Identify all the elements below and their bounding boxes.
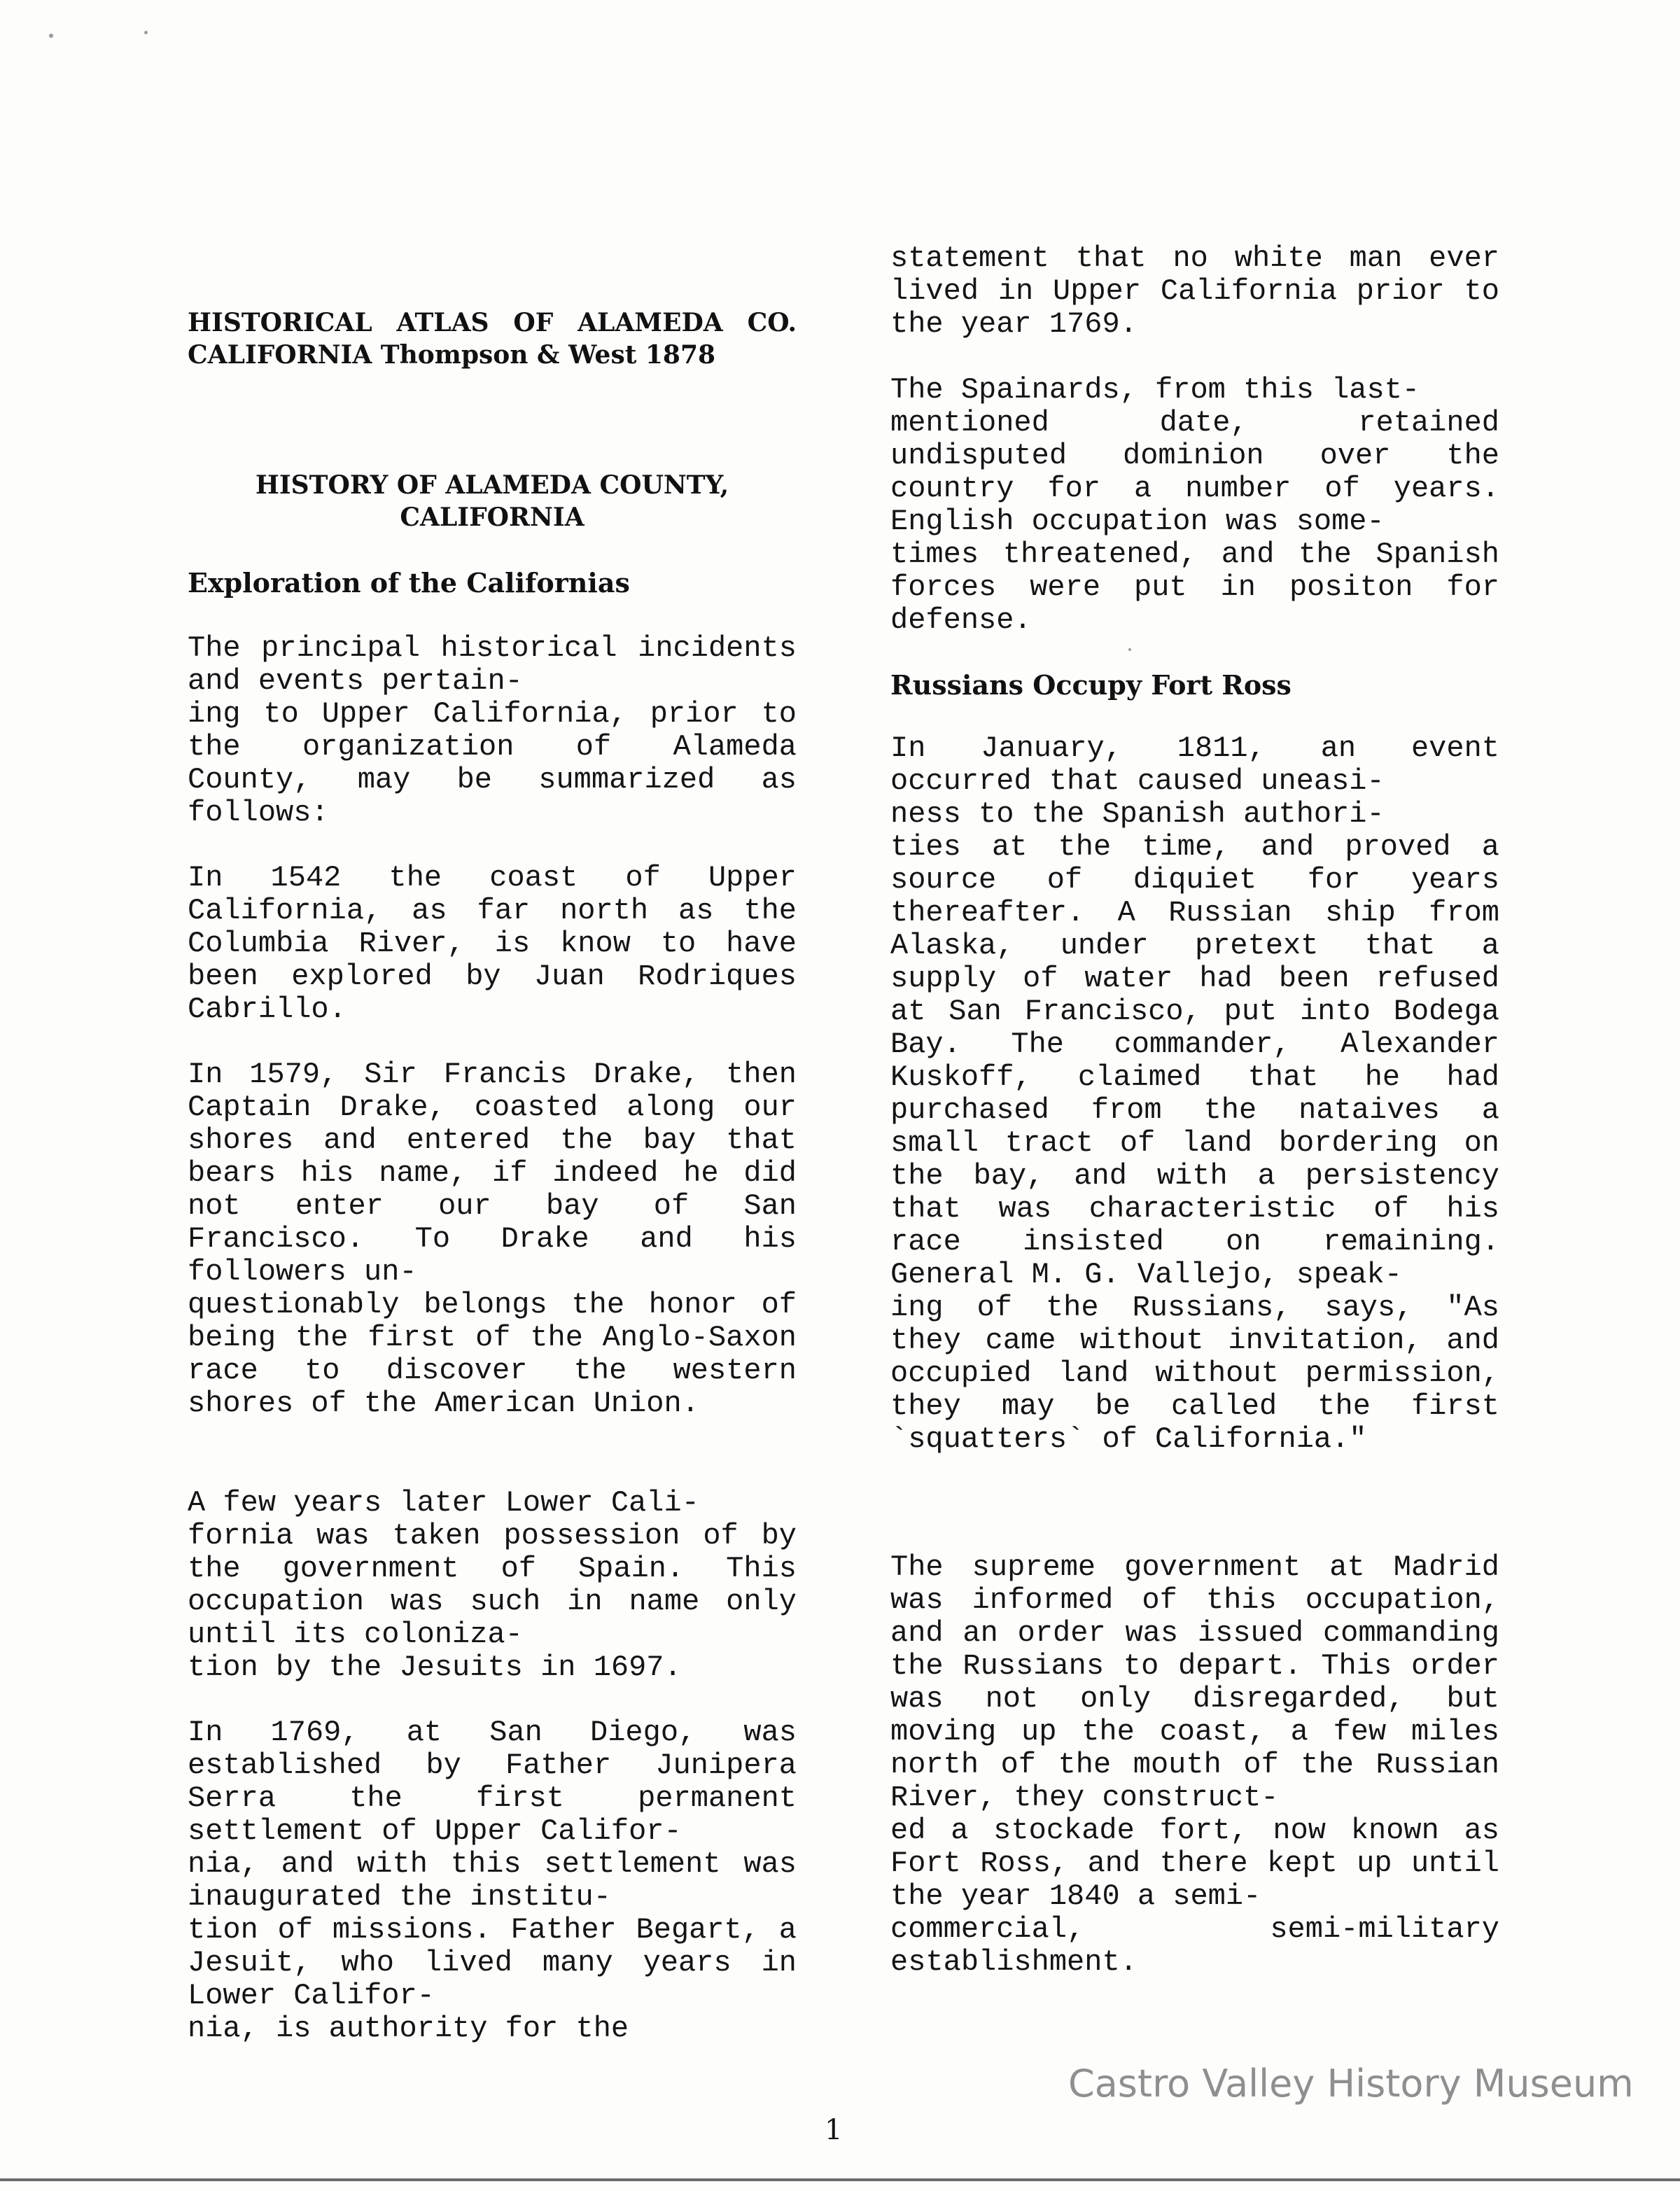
scan-speck: [144, 31, 148, 34]
page-number: 1: [825, 2114, 843, 2146]
history-title-line1: HISTORY OF ALAMEDA COUNTY,: [255, 470, 729, 500]
scan-edge-line: [0, 2178, 1680, 2181]
paragraph-january-1811: In January, 1811, an event occurred that caused uneasi- ness to the Spanish authori- ties at the time, and proved a source of diquiet for years thereafter. A Russian ship from Alaska, under pretext that a supply of water had been refused at San Francisco, put into Bodega Bay. The commander, Alexander Kuskoff, claimed that he had purchased from the nataives a small tract of land bordering on the bay, and with a persistency that was characteristic of his race insisted on remaining. General M. G. Vallejo, speak- ing of the Russians, says, "As they came without invitation, and occupied land without permission, they may be called the first `squatters` of California.": [890, 732, 1499, 1456]
paragraph-lower-california: A few years later Lower Cali- fornia was taken possession of by the government of Spain. This occupation was such in name only until its coloniza- tion by the Jesuits in 1697.: [188, 1486, 797, 1684]
atlas-title: HISTORICAL ATLAS OF ALAMEDA CO. CALIFORNIA Thompson & West 1878: [188, 308, 797, 370]
section-heading-exploration: Exploration of the Californias: [188, 567, 630, 598]
paragraph-1542: In 1542 the coast of Upper California, as far north as the Columbia River, is know to have been explored by Juan Rodriques Cabrillo.: [188, 861, 797, 1026]
scan-speck: [49, 34, 53, 38]
paragraph-supreme-government: The supreme government at Madrid was informed of this occupation, and an order was issued commanding the Russians to depart. This order was not only disregarded, but moving up the coast, a few miles north of the mouth of the Russian River, they construct- ed a stockade fort, now known as Fort Ross, and there kept up until the year 1840 a semi- commercial, semi-military establishment.: [890, 1550, 1499, 1979]
paragraph-1769: In 1769, at San Diego, was established by Father Junipera Serra the first permanent settlement of Upper Califor- nia, and with this settlement was inaugurated the institu- tion of missions. Father Begart, a Jesuit, who lived many years in Lower Califor- nia, is authority for the: [188, 1716, 797, 2045]
section-heading-fort-ross: Russians Occupy Fort Ross: [890, 669, 1292, 701]
history-title-line2: CALIFORNIA: [400, 503, 584, 532]
paragraph-1579: In 1579, Sir Francis Drake, then Captain Drake, coasted along our shores and entered the bay that bears his name, if indeed he did not enter our bay of San Francisco. To Drake and his followers un- questionably belongs the honor of being the first of the Anglo-Saxon race to discover the western shores of the American Union.: [188, 1058, 797, 1420]
paragraph-spaniards: The Spainards, from this last- mentioned date, retained undisputed dominion over the country for a number of years. English occupation was some- times threatened, and the Spanish forces were put in positon for defense.: [890, 373, 1499, 637]
paragraph-intro: The principal historical incidents and events pertain- ing to Upper California, prior to the organization of Alameda County, may be summarized as follows:: [188, 631, 797, 830]
scan-speck: [1128, 648, 1131, 651]
museum-watermark: Castro Valley History Museum: [1068, 2062, 1634, 2106]
paragraph-statement: statement that no white man ever lived in Upper California prior to the year 1769.: [890, 241, 1499, 341]
